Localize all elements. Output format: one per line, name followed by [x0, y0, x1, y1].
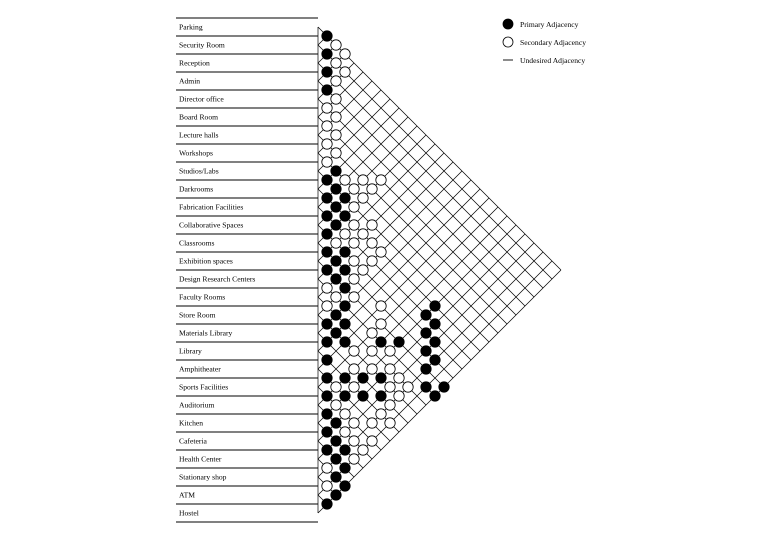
- room-label: Studios/Labs: [179, 166, 219, 176]
- secondary-adjacency-marker: [340, 409, 350, 419]
- room-label: Director office: [179, 94, 224, 104]
- secondary-adjacency-marker: [385, 346, 395, 356]
- primary-adjacency-marker: [322, 193, 332, 203]
- room-label: Faculty Rooms: [179, 292, 226, 302]
- secondary-adjacency-marker: [349, 274, 359, 284]
- primary-adjacency-marker: [322, 355, 332, 365]
- secondary-adjacency-marker: [403, 382, 413, 392]
- secondary-adjacency-marker: [322, 463, 332, 473]
- secondary-adjacency-marker: [376, 247, 386, 257]
- primary-adjacency-marker: [322, 391, 332, 401]
- secondary-adjacency-marker: [376, 409, 386, 419]
- room-label: Board Room: [179, 112, 219, 122]
- room-label: Store Room: [179, 310, 216, 320]
- secondary-adjacency-marker: [331, 58, 341, 68]
- room-label: Library: [179, 346, 202, 356]
- secondary-adjacency-marker: [340, 229, 350, 239]
- primary-adjacency-marker: [322, 319, 332, 329]
- primary-adjacency-marker: [340, 283, 350, 293]
- secondary-adjacency-marker: [385, 382, 395, 392]
- room-label: Auditorium: [179, 400, 215, 410]
- primary-adjacency-marker: [322, 409, 332, 419]
- primary-adjacency-marker: [421, 382, 431, 392]
- primary-adjacency-marker: [430, 337, 440, 347]
- primary-adjacency-marker: [331, 490, 341, 500]
- primary-adjacency-marker: [376, 373, 386, 383]
- secondary-adjacency-marker: [358, 175, 368, 185]
- room-label: Darkrooms: [179, 184, 214, 194]
- primary-adjacency-marker: [322, 373, 332, 383]
- room-label: Sports Facilities: [179, 382, 229, 392]
- secondary-adjacency-marker: [367, 184, 377, 194]
- secondary-adjacency-marker: [358, 265, 368, 275]
- secondary-adjacency-marker: [340, 67, 350, 77]
- secondary-adjacency-marker: [349, 436, 359, 446]
- primary-adjacency-marker: [430, 391, 440, 401]
- grid-line: [318, 63, 543, 288]
- room-label: Hostel: [179, 508, 199, 518]
- primary-adjacency-marker: [322, 211, 332, 221]
- secondary-adjacency-marker: [322, 283, 332, 293]
- primary-adjacency-marker: [322, 499, 332, 509]
- primary-adjacency-marker: [322, 175, 332, 185]
- primary-adjacency-marker: [322, 49, 332, 59]
- primary-adjacency-marker: [331, 220, 341, 230]
- room-label: ATM: [179, 490, 196, 500]
- secondary-adjacency-marker: [367, 436, 377, 446]
- room-label: Classrooms: [179, 238, 215, 248]
- primary-adjacency-marker: [421, 310, 431, 320]
- room-label: Workshops: [179, 148, 213, 158]
- room-label: Admin: [179, 76, 201, 86]
- secondary-adjacency-marker: [349, 382, 359, 392]
- room-label: Materials Library: [179, 328, 233, 338]
- primary-adjacency-marker: [430, 301, 440, 311]
- primary-adjacency-marker: [340, 463, 350, 473]
- secondary-adjacency-marker: [331, 40, 341, 50]
- secondary-adjacency-marker: [358, 229, 368, 239]
- secondary-adjacency-marker: [385, 400, 395, 410]
- secondary-adjacency-marker: [340, 49, 350, 59]
- secondary-adjacency-marker: [349, 202, 359, 212]
- room-label: Exhibition spaces: [179, 256, 233, 266]
- primary-adjacency-marker: [340, 391, 350, 401]
- room-label: Lecture halls: [179, 130, 219, 140]
- primary-adjacency-marker: [340, 193, 350, 203]
- primary-adjacency-marker: [331, 274, 341, 284]
- legend-primary-label: Primary Adjacency: [520, 20, 579, 29]
- room-label: Fabrication Facilities: [179, 202, 244, 212]
- primary-adjacency-marker: [394, 337, 404, 347]
- primary-adjacency-marker: [331, 328, 341, 338]
- secondary-adjacency-marker: [322, 139, 332, 149]
- primary-adjacency-marker: [322, 67, 332, 77]
- secondary-adjacency-marker: [331, 148, 341, 158]
- secondary-adjacency-marker: [349, 292, 359, 302]
- secondary-adjacency-marker: [322, 121, 332, 131]
- secondary-adjacency-marker: [322, 301, 332, 311]
- secondary-adjacency-marker: [349, 346, 359, 356]
- room-label: Kitchen: [179, 418, 204, 428]
- room-label: Amphitheater: [179, 364, 221, 374]
- primary-adjacency-marker: [430, 355, 440, 365]
- room-label: Health Center: [179, 454, 222, 464]
- room-label: Reception: [179, 58, 210, 68]
- secondary-adjacency-marker: [349, 454, 359, 464]
- secondary-adjacency-marker: [358, 445, 368, 455]
- secondary-adjacency-marker: [376, 319, 386, 329]
- legend: [503, 19, 586, 65]
- primary-adjacency-marker: [340, 373, 350, 383]
- primary-adjacency-marker: [439, 382, 449, 392]
- secondary-adjacency-marker: [349, 220, 359, 230]
- primary-adjacency-marker: [331, 436, 341, 446]
- primary-adjacency-marker: [322, 427, 332, 437]
- primary-adjacency-marker: [331, 454, 341, 464]
- primary-adjacency-marker: [376, 337, 386, 347]
- primary-adjacency-marker: [322, 247, 332, 257]
- secondary-adjacency-marker: [349, 238, 359, 248]
- secondary-adjacency-marker: [331, 400, 341, 410]
- secondary-adjacency-marker: [340, 175, 350, 185]
- secondary-adjacency-marker: [349, 364, 359, 374]
- secondary-adjacency-marker: [331, 292, 341, 302]
- primary-adjacency-marker: [421, 364, 431, 374]
- secondary-adjacency-marker: [367, 328, 377, 338]
- secondary-adjacency-marker: [367, 418, 377, 428]
- primary-adjacency-marker: [421, 328, 431, 338]
- primary-adjacency-marker: [340, 265, 350, 275]
- secondary-adjacency-marker: [385, 364, 395, 374]
- primary-adjacency-marker: [331, 184, 341, 194]
- primary-adjacency-marker: [340, 247, 350, 257]
- secondary-adjacency-marker: [331, 76, 341, 86]
- primary-adjacency-marker: [322, 445, 332, 455]
- secondary-adjacency-marker: [331, 382, 341, 392]
- primary-adjacency-marker: [322, 85, 332, 95]
- secondary-adjacency-marker: [367, 346, 377, 356]
- primary-adjacency-marker: [340, 337, 350, 347]
- secondary-adjacency-marker: [367, 220, 377, 230]
- secondary-adjacency-marker: [322, 481, 332, 491]
- primary-adjacency-marker: [421, 346, 431, 356]
- room-label: Design Research Centers: [179, 274, 256, 284]
- room-label: Stationary shop: [179, 472, 227, 482]
- legend-secondary-icon: [503, 37, 513, 47]
- room-label: Collaborative Spaces: [179, 220, 244, 230]
- legend-primary-icon: [503, 19, 513, 29]
- primary-adjacency-marker: [322, 265, 332, 275]
- secondary-adjacency-marker: [394, 391, 404, 401]
- secondary-adjacency-marker: [358, 193, 368, 203]
- primary-adjacency-marker: [340, 481, 350, 491]
- secondary-adjacency-marker: [385, 418, 395, 428]
- primary-adjacency-marker: [331, 166, 341, 176]
- secondary-adjacency-marker: [331, 238, 341, 248]
- secondary-adjacency-marker: [331, 112, 341, 122]
- secondary-adjacency-marker: [376, 301, 386, 311]
- secondary-adjacency-marker: [331, 94, 341, 104]
- primary-adjacency-marker: [430, 319, 440, 329]
- secondary-adjacency-marker: [322, 157, 332, 167]
- primary-adjacency-marker: [331, 202, 341, 212]
- primary-adjacency-marker: [340, 319, 350, 329]
- primary-adjacency-marker: [340, 301, 350, 311]
- primary-adjacency-marker: [376, 391, 386, 401]
- room-label: Security Room: [179, 40, 225, 50]
- primary-adjacency-marker: [340, 445, 350, 455]
- primary-adjacency-marker: [322, 229, 332, 239]
- secondary-adjacency-marker: [349, 418, 359, 428]
- secondary-adjacency-marker: [349, 256, 359, 266]
- primary-adjacency-marker: [322, 31, 332, 41]
- room-label: Cafeteria: [179, 436, 207, 446]
- room-label: Parking: [179, 22, 203, 32]
- secondary-adjacency-marker: [340, 427, 350, 437]
- primary-adjacency-marker: [331, 472, 341, 482]
- secondary-adjacency-marker: [367, 364, 377, 374]
- secondary-adjacency-marker: [322, 103, 332, 113]
- primary-adjacency-marker: [331, 310, 341, 320]
- primary-adjacency-marker: [358, 373, 368, 383]
- secondary-adjacency-marker: [349, 184, 359, 194]
- legend-secondary-label: Secondary Adjacency: [520, 38, 586, 47]
- secondary-adjacency-marker: [331, 130, 341, 140]
- legend-undesired-label: Undesired Adjacency: [520, 56, 586, 65]
- adjacency-markers: [322, 31, 449, 509]
- primary-adjacency-marker: [358, 391, 368, 401]
- secondary-adjacency-marker: [367, 256, 377, 266]
- primary-adjacency-marker: [322, 337, 332, 347]
- secondary-adjacency-marker: [376, 175, 386, 185]
- primary-adjacency-marker: [331, 418, 341, 428]
- primary-adjacency-marker: [340, 211, 350, 221]
- primary-adjacency-marker: [331, 256, 341, 266]
- secondary-adjacency-marker: [394, 373, 404, 383]
- secondary-adjacency-marker: [367, 238, 377, 248]
